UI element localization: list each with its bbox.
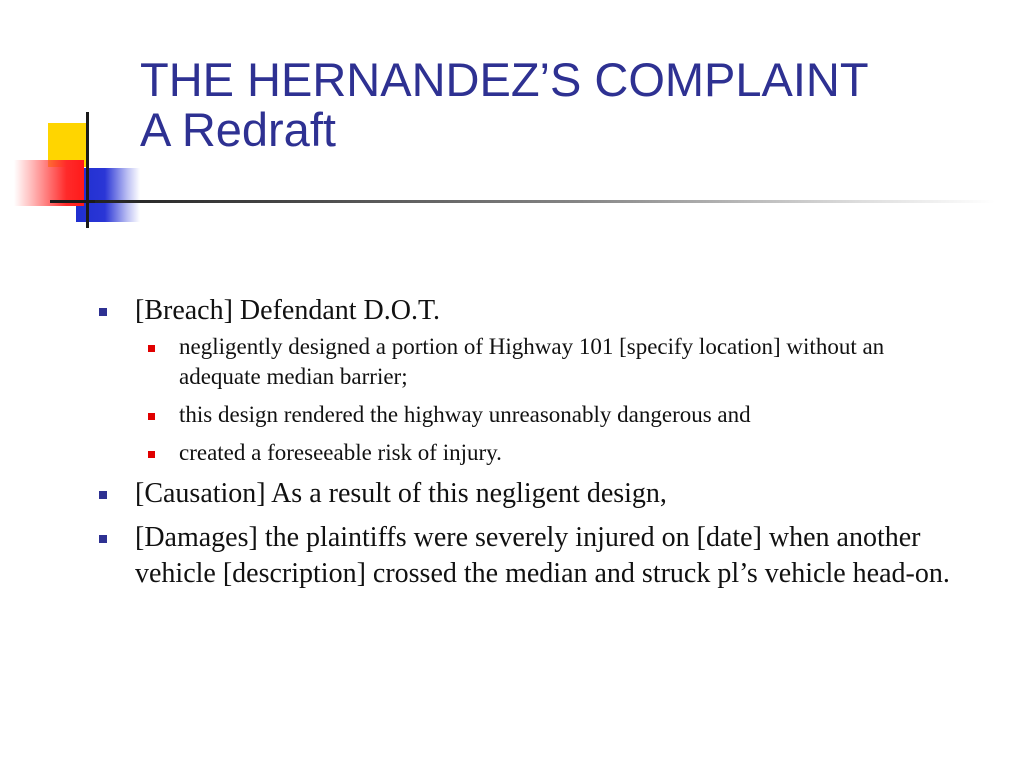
sub-bullet-item	[135, 438, 955, 468]
title-line-1: THE HERNANDEZ’S COMPLAINT	[140, 53, 869, 106]
sub-bullet-item	[135, 332, 955, 392]
sub-bullet-text: negligently designed a portion of Highway 101 [specify location] without an adequate median barrier;	[179, 334, 885, 389]
bullet-item	[95, 293, 955, 468]
title-line-2: A Redraft	[140, 103, 336, 156]
bullet-text: [Breach] Defendant D.O.T.	[135, 295, 441, 326]
bullet-item	[95, 520, 955, 592]
bullet-list	[95, 293, 955, 592]
square-bullet-icon	[99, 491, 107, 499]
bullet-text: [Causation] As a result of this negligent design,	[135, 478, 667, 509]
square-bullet-icon	[148, 413, 155, 420]
sub-bullet-item	[135, 400, 955, 430]
square-bullet-icon	[99, 535, 107, 543]
title-divider	[95, 200, 995, 203]
bullet-item	[95, 476, 955, 512]
sub-bullet-text: created a foreseeable risk of injury.	[179, 440, 502, 465]
bullet-text: [Damages] the plaintiffs were severely injured on [date] when another vehicle [description] crossed the median and struck pl’s vehicle head-on.	[135, 522, 950, 589]
square-bullet-icon	[99, 308, 107, 316]
horizontal-line-decoration	[50, 200, 95, 203]
slide-title	[140, 55, 1010, 155]
square-bullet-icon	[148, 345, 155, 352]
decorative-logo	[0, 0, 150, 240]
slide-body	[95, 293, 955, 600]
vertical-line-decoration	[86, 112, 89, 228]
square-bullet-icon	[148, 451, 155, 458]
sub-bullet-text: this design rendered the highway unreasonably dangerous and	[179, 402, 751, 427]
sub-bullet-list	[135, 332, 955, 468]
